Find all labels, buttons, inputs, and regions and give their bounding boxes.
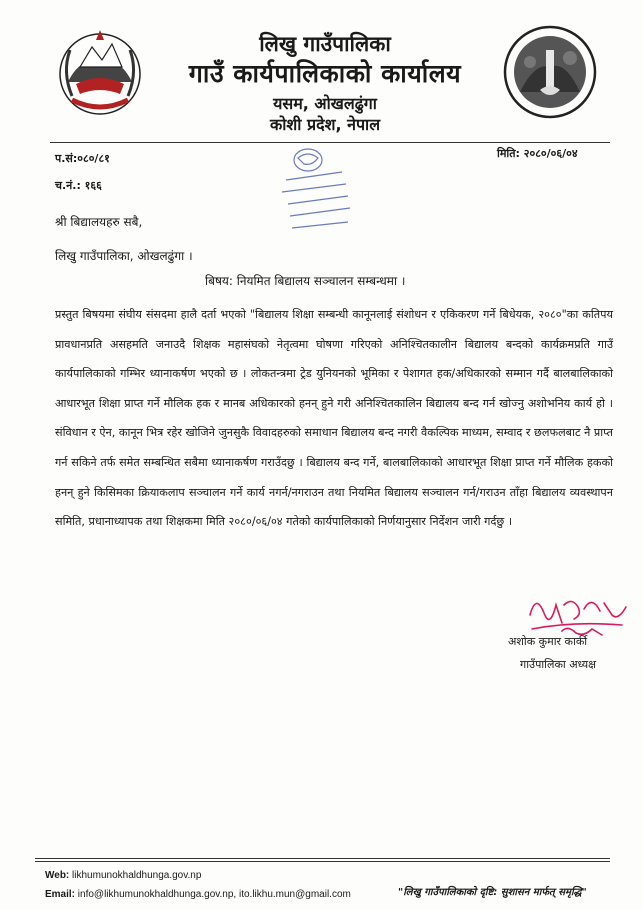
letter-date: मिति: २०८०/०६/०४ bbox=[497, 147, 578, 160]
waterfall-logo-icon bbox=[500, 22, 600, 122]
reference-number: प.सं:०८०/८१ bbox=[55, 152, 110, 165]
office-name-line2: गाउँ कार्यपालिकाको कार्यालय bbox=[188, 59, 462, 88]
nepal-emblem-icon bbox=[50, 22, 150, 122]
footer-divider-2 bbox=[35, 861, 610, 862]
office-stamp-icon bbox=[268, 146, 368, 246]
header-divider bbox=[50, 142, 610, 143]
footer-web-label: Web: bbox=[45, 870, 70, 881]
office-province-line: कोशी प्रदेश, नेपाल bbox=[269, 115, 381, 134]
letter-body: प्रस्तुत बिषयमा संघीय संसदमा हालै दर्ता भएको "बिद्यालय शिक्षा सम्बन्धी कानूनलाई संशोधन र एकिकरण गर्ने बिधेयक, २०८०"का कतिपय प्रावधानप्रति असहमति जनाउदै शिक्षक महासंघको नेतृत्वमा घोषणा गरिएको अनिश्चितकालीन बिद्यालय बन्दको कार्यक्रमप्रति गाउँ कार्यपालिकाको गम्भिर ध्यानाकर्षण भएको छ । लोकतन्त्रमा ट्रेड युनियनको भूमिका र पेशागत हक/अधिकारको सम्मान गर्दै बालबालिकाको आधारभूत शिक्षा प्राप्त गर्ने मौलिक हक र मानब अधिकारको हनन् हुने गरी अनिश्चितकालिन बिद्यालय बन्द गर्न खोज्नु अशोभनिय कार्य हो । संविधान र ऐन, कानून भित्र रहेर खोजिने जुनसुकै विवादहरुको समाधान बिद्यालय बन्द नगरी वैकल्पिक माध्यम, सम्वाद र छलफलबाट नै प्राप्त गर्न सकिने तर्फ समेत सम्बन्धित सबैमा ध्यानाकर्षण गराउँदछु । बिद्यालय बन्द गर्ने, बालबालिकाको आधारभूत शिक्षा प्राप्त गर्ने मौलिक हकको हनन् हुने किसिमका क्रियाकलाप सञ्चालन गर्ने कार्य नगर्न/नगराउन तथा नियमित बिद्यालय सञ्चालन गर्न/गराउन ताँहा बिद्यालय व्यवस्थापन समिति, प्रधानाध्यापक तथा शिक्षकमा मिति २०८०/०६/०४ गतेको कार्यपालिकाको निर्णयानुसार निर्देशन जारी गर्दछु । bbox=[55, 308, 614, 529]
dispatch-number: च.नं.: १६६ bbox=[55, 179, 102, 192]
recipient-line: श्री बिद्यालयहरु सबै, bbox=[55, 215, 143, 229]
signer-title: गाउँपालिका अध्यक्ष bbox=[520, 658, 597, 671]
footer-slogan: "लिखु गाउँपालिकाको दृष्टि: सुशासन मार्फत् समृद्धि" bbox=[398, 887, 587, 898]
footer-email-label: Email: bbox=[45, 889, 76, 900]
office-location-line: यसम, ओखलढुंगा bbox=[273, 94, 377, 113]
footer-website bbox=[45, 870, 201, 881]
footer-email bbox=[45, 889, 351, 900]
letter-subject: बिषय: नियमित बिद्यालय सञ्चालन सम्बन्धमा । bbox=[205, 274, 406, 288]
recipient-location: लिखु गाउँपालिका, ओखलढुंगा । bbox=[55, 249, 193, 263]
email-link[interactable]: info@likhumunokhaldhunga.gov.np, ito.likhu.mun@gmail.com bbox=[77, 889, 351, 900]
website-link[interactable]: likhumunokhaldhunga.gov.np bbox=[72, 870, 202, 881]
footer-divider bbox=[35, 858, 610, 859]
signer-name: अशोक कुमार कार्की bbox=[508, 635, 588, 648]
handwritten-signature-icon bbox=[522, 585, 632, 640]
office-name-line1: लिखु गाउँपालिका bbox=[259, 32, 391, 56]
